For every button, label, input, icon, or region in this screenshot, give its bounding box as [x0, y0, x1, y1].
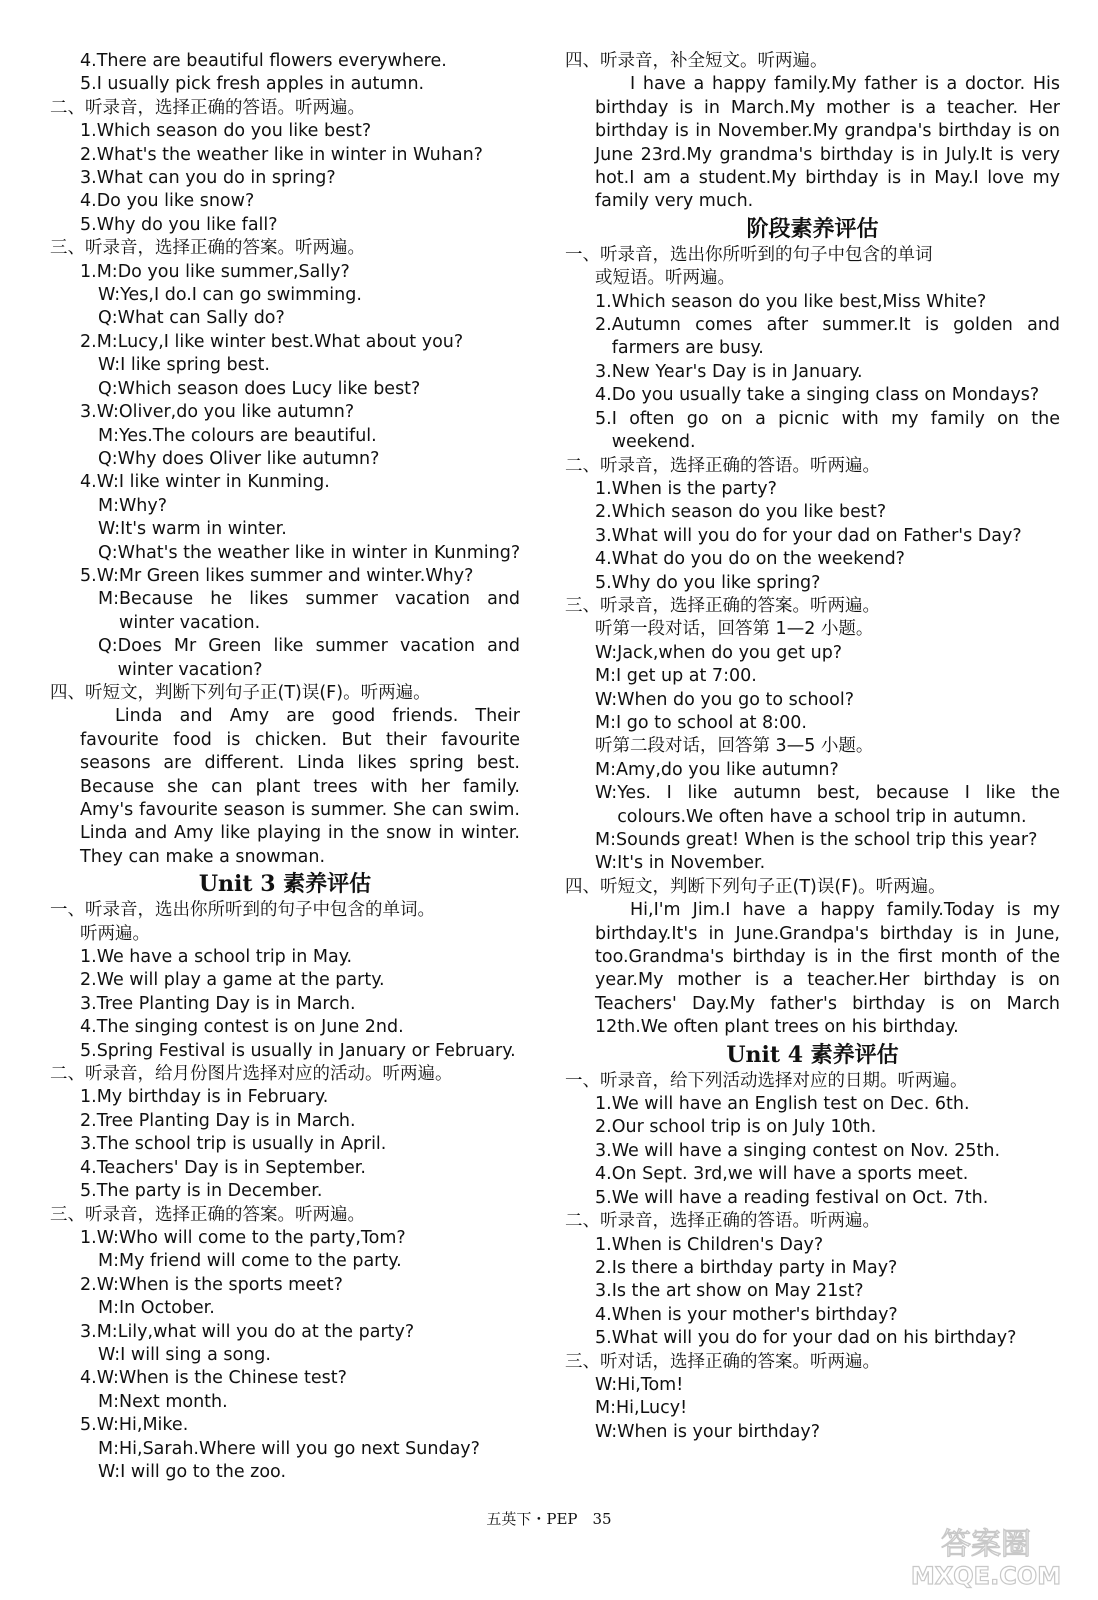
unit-title: Unit 3 素养评估: [198, 871, 372, 898]
text-line: 1.W:Who will come to the party,Tom?: [80, 1227, 406, 1248]
section-heading: 三、听对话，选择正确的答案。听两遍。: [565, 1351, 880, 1372]
speaker-label: M:: [98, 589, 119, 610]
item-number: 5.: [595, 408, 612, 429]
text-line: 4.When is your mother's birthday?: [595, 1304, 898, 1325]
unit-title: Unit 4 素养评估: [726, 1041, 899, 1068]
section-heading: 二、听录音，选择正确的答语。听两遍。: [565, 455, 880, 476]
text-line: 1.Which season do you like best,Miss White?: [595, 291, 987, 312]
passage-paragraph: Linda and Amy are good friends. Their favourite food is chicken. But their favourite seasons are different. Linda likes spring best. Because she can plant trees with her family. Amy's favourite season is summer. She can swim. Linda and Amy like playing in the snow in winter. They can make a snowman.: [80, 706, 520, 867]
text-line: 5.Why do you like fall?: [80, 214, 278, 235]
text-line: 5.W:Mr Green likes summer and winter.Why?: [80, 565, 474, 586]
watermark-bottom: MXQE.COM: [910, 1562, 1062, 1590]
text-line: 4.The singing contest is on June 2nd.: [80, 1017, 404, 1038]
text-line: M:I get up at 7:00.: [595, 666, 757, 687]
text-line: 2.W:When is the sports meet?: [80, 1274, 343, 1295]
question-item: [565, 314, 1060, 361]
text-line: W:Hi,Tom!: [595, 1374, 684, 1395]
text-line: W:I will go to the zoo.: [98, 1461, 287, 1482]
text-line: 5.W:Hi,Mike.: [80, 1415, 189, 1436]
text-line: W:I will sing a song.: [98, 1344, 271, 1365]
text-line: 3.Is the art show on May 21st?: [595, 1281, 864, 1302]
text-line: W:It's warm in winter.: [98, 519, 287, 540]
text-line: Q:Which season does Lucy like best?: [98, 378, 421, 399]
item-text: Yes. I like autumn best, because I like the colours.We often have a school trip in autumn.: [617, 783, 1060, 827]
text-line: 2.What's the weather like in winter in Wuhan?: [80, 144, 483, 165]
text-line: M:Hi,Lucy!: [595, 1398, 688, 1419]
section-heading: 一、听录音，选出你所听到的句子中包含的单词: [565, 244, 933, 265]
text-line: 5.Spring Festival is usually in January or February.: [80, 1040, 516, 1061]
item-text: Does Mr Green like summer vacation and winter vacation?: [117, 636, 520, 680]
text-line: 2.Is there a birthday party in May?: [595, 1257, 898, 1278]
speaker-label: Q:: [98, 636, 118, 657]
item-text: Autumn comes after summer.It is golden and farmers are busy.: [611, 315, 1060, 359]
passage-paragraph: Hi,I'm Jim.I have a happy family.Today is my birthday.It's in June.Grandpa's birthday is in June, too.Grandma's birthday is in the first month of the year.My mother is a teacher.Her birthday is on Teachers' Day.My father's birthday is on March 12th.We often plant trees on his birthday.: [595, 900, 1060, 1038]
text-line: 1.We will have an English test on Dec. 6th.: [595, 1094, 970, 1115]
text-line: 5.The party is in December.: [80, 1181, 323, 1202]
text-line: M:Amy,do you like autumn?: [595, 759, 839, 780]
text-line: 5.We will have a reading festival on Oct. 7th.: [595, 1187, 989, 1208]
section-heading: 四、听录音，补全短文。听两遍。: [565, 51, 828, 71]
item-text: Sounds great! When is the school trip this year?: [616, 830, 1038, 850]
section-heading: 一、听录音，选出你所听到的句子中包含的单词。: [50, 900, 435, 921]
section-heading: 二、听录音，选择正确的答语。听两遍。: [565, 1211, 880, 1232]
text-line: 1.When is the party?: [595, 478, 777, 499]
page-footer: 五英下・PEP 35: [486, 1510, 612, 1528]
text-line: 4.There are beautiful flowers everywhere.: [80, 51, 447, 71]
left-column: [50, 50, 520, 1484]
section-heading: 四、听短文，判断下列句子正(T)误(F)。听两遍。: [565, 876, 946, 897]
unit-title: 阶段素养评估: [746, 215, 879, 242]
item-number: 2.: [595, 315, 612, 336]
text-line: Q:What's the weather like in winter in Kunming?: [98, 542, 521, 563]
text-line: W:It's in November.: [595, 853, 766, 874]
question-item: [565, 408, 1060, 455]
watermark-top: 答案圈: [941, 1527, 1031, 1562]
text-line: M:I go to school at 8:00.: [595, 712, 807, 733]
text-line: 4.On Sept. 3rd,we will have a sports meet.: [595, 1164, 969, 1185]
text-line: 1.When is Children's Day?: [595, 1234, 824, 1255]
text-line: 3.We will have a singing contest on Nov. 25th.: [595, 1140, 1001, 1161]
text-line: Q:Why does Oliver like autumn?: [98, 448, 380, 469]
text-line: 4.W:I like winter in Kunming.: [80, 472, 330, 493]
text-line: 3.New Year's Day is in January.: [595, 361, 863, 382]
text-line: M:In October.: [98, 1298, 215, 1319]
text-line: M:Hi,Sarah.Where will you go next Sunday?: [98, 1438, 480, 1459]
text-line: 3.What can you do in spring?: [80, 168, 336, 189]
right-column: [565, 50, 1060, 1444]
watermark-logo: [896, 1522, 1076, 1592]
text-line: 5.What will you do for your dad on his birthday?: [595, 1328, 1017, 1349]
text-line: 2.We will play a game at the party.: [80, 970, 385, 991]
text-line: W:Yes,I do.I can go swimming.: [98, 285, 362, 306]
text-line: 听第一段对话，回答第 1—2 小题。: [595, 619, 874, 640]
text-line: 3.What will you do for your dad on Father's Day?: [595, 525, 1022, 546]
text-line: 2.M:Lucy,I like winter best.What about you?: [80, 331, 464, 352]
speaker-label: W:: [595, 783, 618, 804]
section-heading: 三、听录音，选择正确的答案。听两遍。: [50, 1204, 365, 1225]
text-line: 3.W:Oliver,do you like autumn?: [80, 402, 355, 423]
text-line: M:Yes.The colours are beautiful.: [98, 425, 377, 446]
section-heading: 一、听录音，给下列活动选择对应的日期。听两遍。: [565, 1070, 968, 1091]
section-heading: 三、听录音，选择正确的答案。听两遍。: [565, 595, 880, 616]
text-line: 1.My birthday is in February.: [80, 1087, 329, 1108]
question-item: [565, 384, 1060, 407]
item-text: I often go on a picnic with my family on the weekend.: [611, 408, 1060, 453]
text-line: 2.Our school trip is on July 10th.: [595, 1117, 877, 1138]
text-line: W:I like spring best.: [98, 355, 270, 376]
text-line: 2.Which season do you like best?: [595, 502, 887, 523]
text-line: 3.The school trip is usually in April.: [80, 1134, 387, 1155]
text-line: M:Why?: [98, 495, 168, 516]
section-heading: 三、听录音，选择正确的答案。听两遍。: [50, 238, 365, 259]
text-line: 4.W:When is the Chinese test?: [80, 1368, 347, 1389]
text-line: 1.M:Do you like summer,Sally?: [80, 261, 350, 282]
text-line: W:When do you go to school?: [595, 689, 854, 710]
text-line: 4.Teachers' Day is in September.: [80, 1157, 366, 1178]
text-line: M:Next month.: [98, 1391, 228, 1412]
speaker-label: M:: [595, 830, 616, 850]
text-line: 5.Why do you like spring?: [595, 572, 821, 593]
text-line: 3.Tree Planting Day is in March.: [80, 993, 356, 1014]
text-line: 5.I usually pick fresh apples in autumn.: [80, 74, 425, 95]
text-line: 3.M:Lily,what will you do at the party?: [80, 1321, 415, 1342]
item-text: Because he likes summer vacation and winter vacation.: [119, 589, 520, 633]
item-text: Do you usually take a singing class on Mondays?: [611, 385, 1040, 406]
text-line: 1.We have a school trip in May.: [80, 947, 353, 968]
text-line: W:Jack,when do you get up?: [595, 642, 843, 663]
item-number: 4.: [595, 385, 612, 406]
text-line: Q:What can Sally do?: [98, 308, 285, 329]
text-line: 听两遍。: [80, 923, 150, 944]
section-heading: 二、听录音，选择正确的答语。听两遍。: [50, 97, 365, 118]
text-line: M:My friend will come to the party.: [98, 1251, 402, 1272]
text-line: 或短语。听两遍。: [595, 268, 735, 289]
text-line: 4.Do you like snow?: [80, 191, 255, 212]
passage-paragraph: I have a happy family.My father is a doctor. His birthday is in March.My mother is a teacher. Her birthday is in November.My grandpa's birthday is on June 23rd.My grandma's birthday is in July.It is very hot.I am a student.My birthday is in May.I love my family very much.: [595, 74, 1060, 212]
text-line: W:When is your birthday?: [595, 1421, 821, 1442]
dialogue-line: [565, 782, 1060, 829]
text-line: 听第二段对话，回答第 3—5 小题。: [595, 736, 874, 757]
dialogue-line: [565, 829, 1060, 852]
dialogue-line: [50, 588, 520, 635]
text-line: 1.Which season do you like best?: [80, 121, 372, 142]
section-heading: 四、听短文，判断下列句子正(T)误(F)。听两遍。: [50, 682, 431, 703]
section-heading: 二、听录音，给月份图片选择对应的活动。听两遍。: [50, 1064, 453, 1085]
text-line: 2.Tree Planting Day is in March.: [80, 1110, 356, 1131]
text-line: 4.What do you do on the weekend?: [595, 549, 905, 570]
dialogue-line: [50, 635, 520, 682]
